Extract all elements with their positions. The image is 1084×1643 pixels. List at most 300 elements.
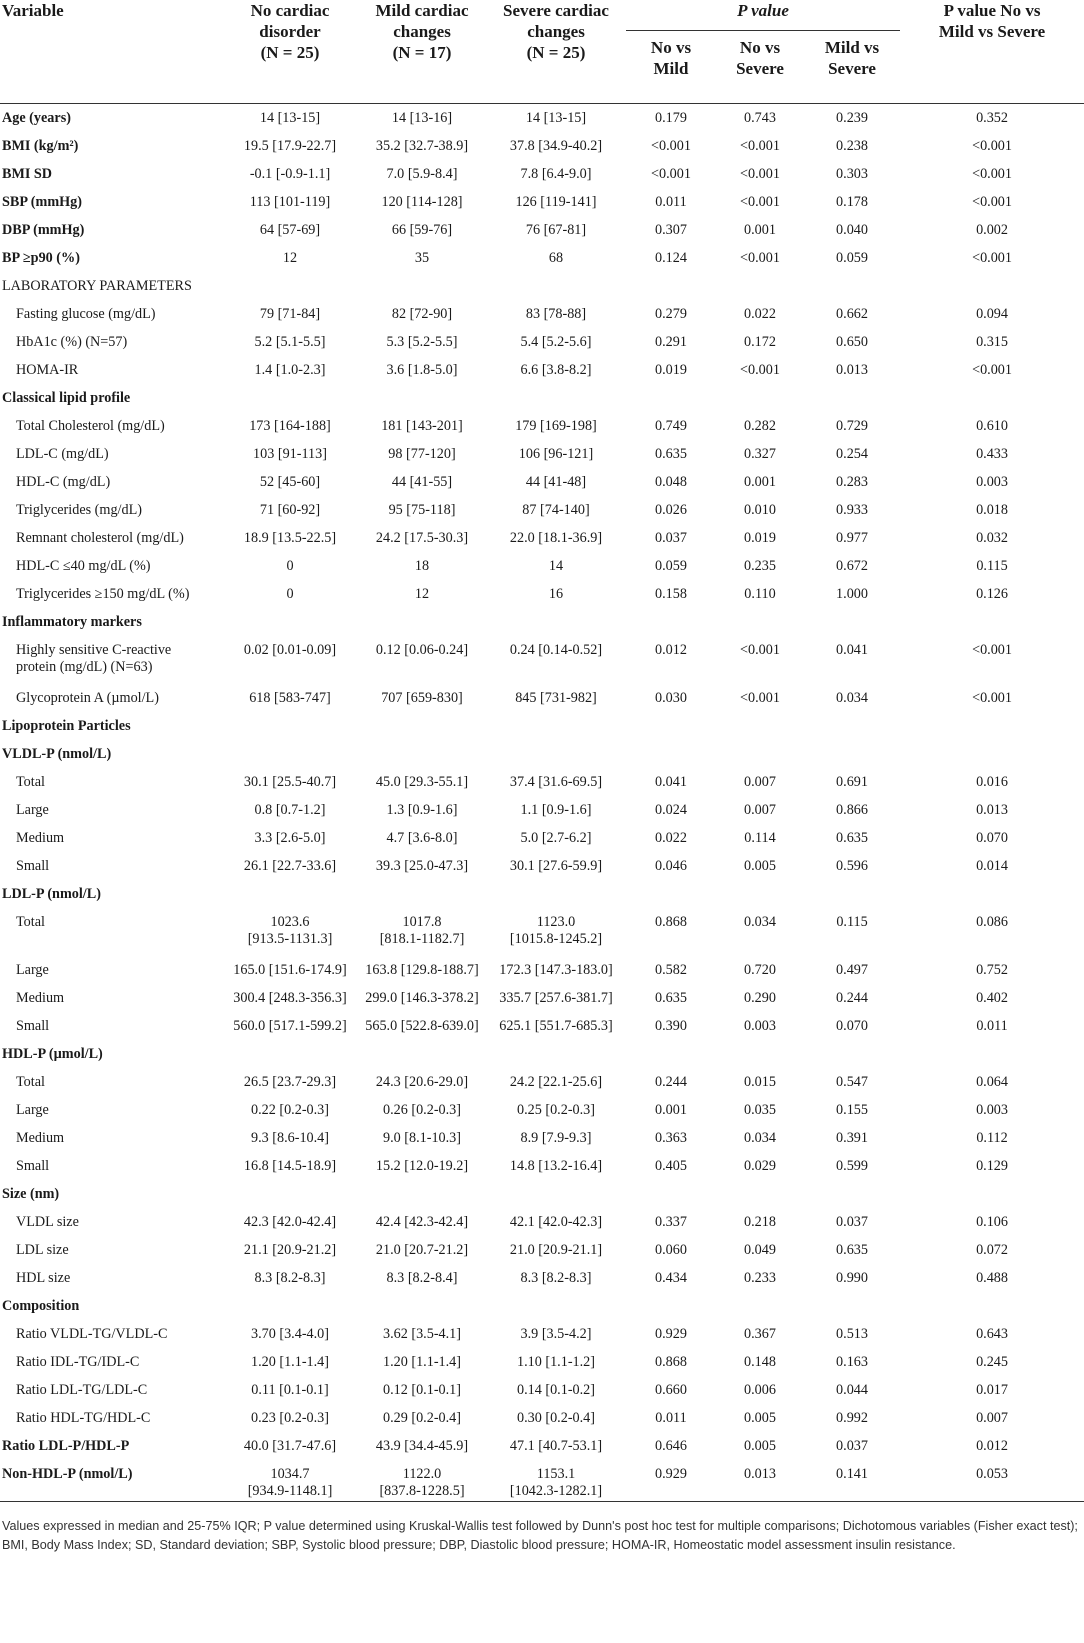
cell-col-1: 19.5 [17.9-22.7] [243, 137, 337, 154]
cell-col-2: 15.2 [12.0-19.2] [375, 1157, 469, 1174]
cell-col-2: 18 [414, 557, 430, 574]
cell-col-5: 0.007 [744, 801, 776, 818]
cell-col-5: 0.172 [744, 333, 776, 350]
cell-col-1: 16.8 [14.5-18.9] [243, 1157, 337, 1174]
cell-col-6: 0.547 [836, 1073, 868, 1090]
cell-col-5: 0.007 [744, 773, 776, 790]
cell-col-7: <0.001 [972, 641, 1012, 658]
cell-col-2: 707 [659-830] [381, 689, 463, 706]
cell-col-5: 0.005 [744, 1409, 776, 1426]
row-label: Medium [16, 829, 65, 846]
cell-col-2: 95 [75-118] [388, 501, 456, 518]
table-row [0, 768, 1084, 796]
table-row [0, 1012, 1084, 1040]
cell-col-1: 560.0 [517.1-599.2] [233, 1017, 347, 1034]
row-label: Triglycerides (mg/dL) [16, 501, 142, 518]
cell-col-1: 21.1 [20.9-21.2] [243, 1241, 337, 1258]
table-row [0, 1404, 1084, 1432]
cell-col-3: 106 [96-121] [518, 445, 594, 462]
cell-col-6: 0.037 [836, 1213, 868, 1230]
cell-col-2: 1.3 [0.9-1.6] [386, 801, 458, 818]
header-no-vs-severe: No vs Severe [736, 38, 784, 78]
cell-col-6: 0.013 [836, 361, 868, 378]
row-label: HDL-C ≤40 mg/dL (%) [16, 557, 151, 574]
cell-col-6: 0.635 [836, 1241, 868, 1258]
cell-col-1: 26.5 [23.7-29.3] [243, 1073, 337, 1090]
cell-col-6: 0.990 [836, 1269, 868, 1286]
cell-col-4: 0.022 [655, 829, 687, 846]
cell-col-1: 40.0 [31.7-47.6] [243, 1437, 337, 1454]
cell-col-2: 24.3 [20.6-29.0] [375, 1073, 469, 1090]
table-row [0, 1068, 1084, 1096]
cell-col-1: 113 [101-119] [249, 193, 331, 210]
row-label: DBP (mmHg) [2, 221, 85, 238]
table-row [0, 740, 1084, 768]
cell-col-5: 0.743 [744, 110, 776, 126]
cell-col-1: 8.3 [8.2-8.3] [254, 1269, 326, 1286]
cell-col-6: 0.497 [836, 961, 868, 978]
cell-col-6: 0.239 [836, 110, 868, 126]
cell-col-5: 0.235 [744, 557, 776, 574]
cell-col-4: 0.868 [655, 913, 687, 930]
cell-col-5: 0.720 [744, 961, 776, 978]
cell-col-4: 0.405 [655, 1157, 687, 1174]
cell-col-1: 1034.7 [934.9-1148.1] [222, 1460, 358, 1502]
table-row [0, 1264, 1084, 1292]
cell-col-7: <0.001 [972, 249, 1012, 266]
cell-col-2: 44 [41-55] [391, 473, 453, 490]
cell-col-1: 12 [282, 249, 298, 266]
cell-col-4: 0.660 [655, 1381, 687, 1398]
table-row [0, 1040, 1084, 1068]
cell-col-2: 0.12 [0.1-0.1] [382, 1381, 462, 1398]
cell-col-3: 8.3 [8.2-8.3] [520, 1269, 592, 1286]
cell-col-4: <0.001 [651, 165, 691, 182]
table-row [0, 1348, 1084, 1376]
cell-col-2: 181 [143-201] [381, 417, 463, 434]
cell-col-3: 335.7 [257.6-381.7] [499, 989, 613, 1006]
cell-col-6: 0.155 [836, 1101, 868, 1118]
table-row [0, 712, 1084, 740]
table-row [0, 272, 1084, 300]
cell-col-1: 0 [286, 557, 294, 574]
cell-col-7: <0.001 [972, 689, 1012, 706]
cell-col-5: <0.001 [740, 165, 780, 182]
cell-col-4: 0.046 [655, 857, 687, 874]
cell-col-1: 0 [286, 585, 294, 602]
cell-col-7: 0.094 [976, 305, 1008, 322]
cell-col-6: 1.000 [836, 585, 868, 602]
table-row [0, 552, 1084, 580]
cell-col-7: 0.016 [976, 773, 1008, 790]
cell-col-2: 12 [414, 585, 430, 602]
cell-col-5: 0.001 [744, 473, 776, 490]
cell-col-3: 42.1 [42.0-42.3] [509, 1213, 603, 1230]
cell-col-4: 0.337 [655, 1213, 687, 1230]
cell-col-5: 0.327 [744, 445, 776, 462]
table-row [0, 1376, 1084, 1404]
row-label: LDL size [16, 1241, 69, 1258]
cell-col-7: 0.013 [976, 801, 1008, 818]
cell-col-4: 0.929 [626, 1460, 716, 1502]
header-mild-vs-severe: Mild vs Severe [824, 38, 880, 78]
row-label: Age (years) [2, 110, 71, 126]
cell-col-6: 0.244 [836, 989, 868, 1006]
table-row [0, 496, 1084, 524]
cell-col-3: 83 [78-88] [525, 305, 587, 322]
cell-col-3: 21.0 [20.9-21.1] [509, 1241, 603, 1258]
row-label: Total Cholesterol (mg/dL) [16, 417, 165, 434]
cell-col-3: 5.0 [2.7-6.2] [520, 829, 592, 846]
cell-col-7: 0.115 [976, 557, 1008, 574]
cell-col-4: 0.060 [655, 1241, 687, 1258]
cell-col-6: 0.115 [836, 913, 868, 930]
cell-col-6: 0.992 [836, 1409, 868, 1426]
cell-col-3: 179 [169-198] [515, 417, 597, 434]
row-label: Ratio VLDL-TG/VLDL-C [16, 1325, 168, 1342]
cell-col-4: 0.026 [655, 501, 687, 518]
cell-col-1: 5.2 [5.1-5.5] [254, 333, 326, 350]
cell-col-4: 0.024 [655, 801, 687, 818]
table-row [0, 328, 1084, 356]
row-label: Size (nm) [2, 1185, 60, 1202]
table-row [0, 824, 1084, 852]
table-row [0, 796, 1084, 824]
row-label: LDL-C (mg/dL) [16, 445, 109, 462]
cell-col-7: <0.001 [972, 193, 1012, 210]
table-row [0, 384, 1084, 412]
cell-col-7: 0.129 [976, 1157, 1008, 1174]
cell-col-1: 9.3 [8.6-10.4] [250, 1129, 330, 1146]
cell-col-4: 0.749 [655, 417, 687, 434]
cell-col-3: 0.24 [0.14-0.52] [509, 641, 603, 658]
cell-col-2: 7.0 [5.9-8.4] [386, 165, 458, 182]
row-label: Large [16, 801, 49, 818]
cell-col-7: 0.003 [976, 1101, 1008, 1118]
table-row [0, 524, 1084, 552]
table-row [0, 1236, 1084, 1264]
row-label: Large [16, 1101, 49, 1118]
table-row [0, 244, 1084, 272]
cell-col-7: 0.610 [976, 417, 1008, 434]
cell-col-7: 0.402 [976, 989, 1008, 1006]
cell-col-6: 0.599 [836, 1157, 868, 1174]
cell-col-3: 1153.1 [1042.3-1282.1] [486, 1460, 626, 1502]
cell-col-7: 0.012 [976, 1437, 1008, 1454]
cell-col-3: 87 [74-140] [522, 501, 590, 518]
cell-col-5: 0.110 [744, 585, 776, 602]
cell-col-3: 14 [548, 557, 564, 574]
cell-col-1: 103 [91-113] [253, 445, 327, 462]
cell-col-2: 43.9 [34.4-45.9] [375, 1437, 469, 1454]
cell-col-5: 0.006 [744, 1381, 776, 1398]
cell-col-3: 126 [119-141] [515, 193, 597, 210]
header-mild-cardiac: Mild cardiac changes (N = 17) [375, 1, 469, 62]
row-label: HOMA-IR [16, 361, 79, 378]
table-row [0, 1152, 1084, 1180]
cell-col-6: 0.163 [836, 1353, 868, 1370]
cell-col-7: 0.070 [976, 829, 1008, 846]
cell-col-7: 0.433 [976, 445, 1008, 462]
row-label: BMI (kg/m²) [2, 137, 79, 154]
table-row [0, 984, 1084, 1012]
cell-col-5: 0.010 [744, 501, 776, 518]
cell-col-3: 5.4 [5.2-5.6] [520, 333, 592, 350]
cell-col-1: 0.02 [0.01-0.09] [243, 641, 337, 658]
cell-col-2: 299.0 [146.3-378.2] [365, 989, 479, 1006]
cell-col-6: 0.303 [836, 165, 868, 182]
cell-col-6: 0.672 [836, 557, 868, 574]
row-label: Ratio LDL-P/HDL-P [2, 1437, 130, 1454]
row-label: Medium [16, 1129, 65, 1146]
cell-col-2: 21.0 [20.7-21.2] [375, 1241, 469, 1258]
cell-col-3: 625.1 [551.7-685.3] [499, 1017, 613, 1034]
cell-col-3: 0.25 [0.2-0.3] [516, 1101, 596, 1118]
cell-col-4: 0.390 [655, 1017, 687, 1034]
cell-col-7: 0.126 [976, 585, 1008, 602]
row-label: LABORATORY PARAMETERS [2, 277, 192, 294]
cell-col-6: 0.141 [804, 1460, 900, 1502]
cell-col-1: 0.23 [0.2-0.3] [250, 1409, 330, 1426]
cell-col-6: 0.596 [836, 857, 868, 874]
cell-col-2: 24.2 [17.5-30.3] [375, 529, 469, 546]
cell-col-5: 0.029 [744, 1157, 776, 1174]
table-row [0, 1460, 1084, 1502]
row-label: Small [16, 1157, 50, 1174]
cell-col-4: 0.363 [655, 1129, 687, 1146]
cell-col-3: 14.8 [13.2-16.4] [509, 1157, 603, 1174]
cell-col-5: 0.005 [744, 1437, 776, 1454]
cell-col-6: 0.513 [836, 1325, 868, 1342]
cell-col-7: 0.032 [976, 529, 1008, 546]
cell-col-2: 163.8 [129.8-188.7] [365, 961, 479, 978]
cell-col-3: 22.0 [18.1-36.9] [509, 529, 603, 546]
cell-col-3: 3.9 [3.5-4.2] [520, 1325, 592, 1342]
cell-col-2: 5.3 [5.2-5.5] [386, 333, 458, 350]
cell-col-5: <0.001 [740, 689, 780, 706]
cell-col-3: 172.3 [147.3-183.0] [499, 961, 613, 978]
cell-col-2: 8.3 [8.2-8.4] [386, 1269, 458, 1286]
cell-col-7: 0.002 [976, 221, 1008, 238]
cell-col-6: 0.977 [836, 529, 868, 546]
cell-col-4: 0.041 [655, 773, 687, 790]
cell-col-6: 0.178 [836, 193, 868, 210]
table-row [0, 104, 1084, 132]
row-label: Small [16, 1017, 50, 1034]
cell-col-4: 0.030 [655, 689, 687, 706]
table-row [0, 440, 1084, 468]
cell-col-6: 0.283 [836, 473, 868, 490]
cell-col-4: 0.124 [655, 249, 687, 266]
cell-col-5: <0.001 [740, 641, 780, 658]
cell-col-3: 76 [67-81] [525, 221, 587, 238]
cell-col-2: 14 [13-16] [391, 110, 453, 126]
row-label: LDL-P (nmol/L) [2, 885, 101, 902]
cell-col-4: 0.582 [655, 961, 687, 978]
cell-col-1: 14 [13-15] [259, 110, 321, 126]
table-row [0, 356, 1084, 384]
table-body [0, 104, 1084, 1502]
cell-col-5: 0.114 [744, 829, 776, 846]
table-row [0, 1124, 1084, 1152]
row-label: HbA1c (%) (N=57) [16, 333, 128, 350]
table-row [0, 160, 1084, 188]
cell-col-5: 0.015 [744, 1073, 776, 1090]
cell-col-3: 30.1 [27.6-59.9] [509, 857, 603, 874]
cell-col-1: 71 [60-92] [259, 501, 321, 518]
cell-col-4: 0.434 [655, 1269, 687, 1286]
cell-col-1: 79 [71-84] [259, 305, 321, 322]
cell-col-2: 565.0 [522.8-639.0] [365, 1017, 479, 1034]
cell-col-6: 0.729 [836, 417, 868, 434]
cell-col-4: 0.037 [655, 529, 687, 546]
cell-col-7: 0.018 [976, 501, 1008, 518]
cell-col-3: 14 [13-15] [525, 110, 587, 126]
cell-col-2: 0.29 [0.2-0.4] [382, 1409, 462, 1426]
cell-col-1: 3.3 [2.6-5.0] [254, 829, 326, 846]
cell-col-3: 845 [731-982] [515, 689, 597, 706]
cell-col-1: 3.70 [3.4-4.0] [250, 1325, 330, 1342]
cell-col-4: 0.059 [655, 557, 687, 574]
table-row [0, 880, 1084, 908]
cell-col-7: 0.315 [976, 333, 1008, 350]
cell-col-2: 1122.0 [837.8-1228.5] [358, 1460, 486, 1502]
cell-col-7: 0.003 [976, 473, 1008, 490]
cell-col-4: 0.868 [655, 1353, 687, 1370]
row-label: Inflammatory markers [2, 613, 142, 630]
cell-col-4: 0.019 [655, 361, 687, 378]
cell-col-7: 0.007 [976, 1409, 1008, 1426]
cell-col-5: 0.034 [744, 913, 776, 930]
cell-col-6: 0.070 [836, 1017, 868, 1034]
cell-col-4: 0.635 [655, 445, 687, 462]
cell-col-2: 3.6 [1.8-5.0] [386, 361, 458, 378]
cell-col-4: 0.635 [655, 989, 687, 1006]
cell-col-1: 173 [164-188] [249, 417, 331, 434]
cell-col-7: 0.643 [976, 1325, 1008, 1342]
cell-col-6: 0.254 [836, 445, 868, 462]
cell-col-5: 0.233 [744, 1269, 776, 1286]
cell-col-1: 26.1 [22.7-33.6] [243, 857, 337, 874]
cell-col-6: 0.933 [836, 501, 868, 518]
cell-col-5: 0.148 [744, 1353, 776, 1370]
cell-col-1: 165.0 [151.6-174.9] [233, 961, 347, 978]
cell-col-5: 0.218 [744, 1213, 776, 1230]
row-label: Lipoprotein Particles [2, 717, 131, 734]
row-label: Fasting glucose (mg/dL) [16, 305, 156, 322]
cell-col-5: 0.022 [744, 305, 776, 322]
cell-col-4: 0.179 [655, 110, 687, 126]
cell-col-6: 0.866 [836, 801, 868, 818]
cell-col-5: 0.035 [744, 1101, 776, 1118]
cell-col-4: <0.001 [651, 137, 691, 154]
cell-col-1: 618 [583-747] [249, 689, 331, 706]
row-label: HDL size [16, 1269, 71, 1286]
cell-col-6: 0.034 [836, 689, 868, 706]
header-p-value: P value [626, 0, 900, 31]
cell-col-3: 44 [41-48] [525, 473, 587, 490]
cell-col-2: 3.62 [3.5-4.1] [382, 1325, 462, 1342]
cell-col-4: 0.307 [655, 221, 687, 238]
row-label: Non-HDL-P (nmol/L) [0, 1460, 222, 1502]
table-row [0, 216, 1084, 244]
cell-col-7: 0.072 [976, 1241, 1008, 1258]
header-no-vs-mild: No vs Mild [650, 38, 692, 78]
cell-col-2: 1.20 [1.1-1.4] [382, 1353, 462, 1370]
cell-col-7: 0.352 [976, 110, 1008, 126]
cell-col-6: 0.662 [836, 305, 868, 322]
table-row [0, 412, 1084, 440]
cell-col-6: 0.238 [836, 137, 868, 154]
cell-col-4: 0.011 [655, 193, 687, 210]
cell-col-1: 0.22 [0.2-0.3] [250, 1101, 330, 1118]
cell-col-3: 47.1 [40.7-53.1] [509, 1437, 603, 1454]
cell-col-4: 0.011 [655, 1409, 687, 1426]
cell-col-3: 37.8 [34.9-40.2] [509, 137, 603, 154]
cell-col-1: 1.4 [1.0-2.3] [254, 361, 326, 378]
cell-col-6: 0.040 [836, 221, 868, 238]
cell-col-5: 0.367 [744, 1325, 776, 1342]
row-label: Large [16, 961, 49, 978]
row-label: VLDL-P (nmol/L) [2, 745, 112, 762]
row-label: HDL-P (µmol/L) [2, 1045, 103, 1062]
cell-col-7: 0.053 [900, 1460, 1084, 1502]
cell-col-6: 0.635 [836, 829, 868, 846]
row-label: SBP (mmHg) [2, 193, 82, 210]
table-row [0, 908, 1084, 956]
row-label: Composition [2, 1297, 80, 1314]
table-row [0, 684, 1084, 712]
cell-col-4: 0.244 [655, 1073, 687, 1090]
header-variable: Variable [2, 1, 64, 20]
table-row [0, 1320, 1084, 1348]
cell-col-5: 0.013 [716, 1460, 804, 1502]
row-label: Total [16, 1073, 45, 1090]
table-row [0, 468, 1084, 496]
cell-col-7: 0.011 [976, 1017, 1008, 1034]
cell-col-3: 1.10 [1.1-1.2] [516, 1353, 596, 1370]
cell-col-2: 0.12 [0.06-0.24] [375, 641, 469, 658]
cell-col-3: 7.8 [6.4-9.0] [520, 165, 592, 182]
cell-col-2: 98 [77-120] [388, 445, 456, 462]
row-label: HDL-C (mg/dL) [16, 473, 111, 490]
cell-col-3: 0.30 [0.2-0.4] [516, 1409, 596, 1426]
cell-col-1: 0.8 [0.7-1.2] [254, 801, 326, 818]
cell-col-5: 0.003 [744, 1017, 776, 1034]
cell-col-2: 35.2 [32.7-38.9] [375, 137, 469, 154]
cell-col-4: 0.929 [655, 1325, 687, 1342]
cell-col-5: 0.290 [744, 989, 776, 1006]
cell-col-6: 0.044 [836, 1381, 868, 1398]
row-label: Highly sensitive C-reactive protein (mg/dL) (N=63) [16, 641, 172, 675]
cell-col-3: 1123.0 [1015.8-1245.2] [509, 913, 603, 947]
header-p-all: P value No vs Mild vs Severe [938, 1, 1046, 41]
cell-col-4: 0.012 [655, 641, 687, 658]
cell-col-4: 0.291 [655, 333, 687, 350]
cell-col-5: 0.005 [744, 857, 776, 874]
cell-col-5: <0.001 [740, 137, 780, 154]
table-row [0, 852, 1084, 880]
cell-col-3: 37.4 [31.6-69.5] [509, 773, 603, 790]
cell-col-2: 66 [59-76] [391, 221, 453, 238]
cell-col-7: 0.488 [976, 1269, 1008, 1286]
cell-col-6: 0.059 [836, 249, 868, 266]
cell-col-6: 0.037 [836, 1437, 868, 1454]
row-label: Glycoprotein A (µmol/L) [16, 689, 159, 706]
cell-col-4: 0.158 [655, 585, 687, 602]
cell-col-2: 45.0 [29.3-55.1] [375, 773, 469, 790]
header-severe-cardiac: Severe cardiac changes (N = 25) [503, 1, 609, 62]
